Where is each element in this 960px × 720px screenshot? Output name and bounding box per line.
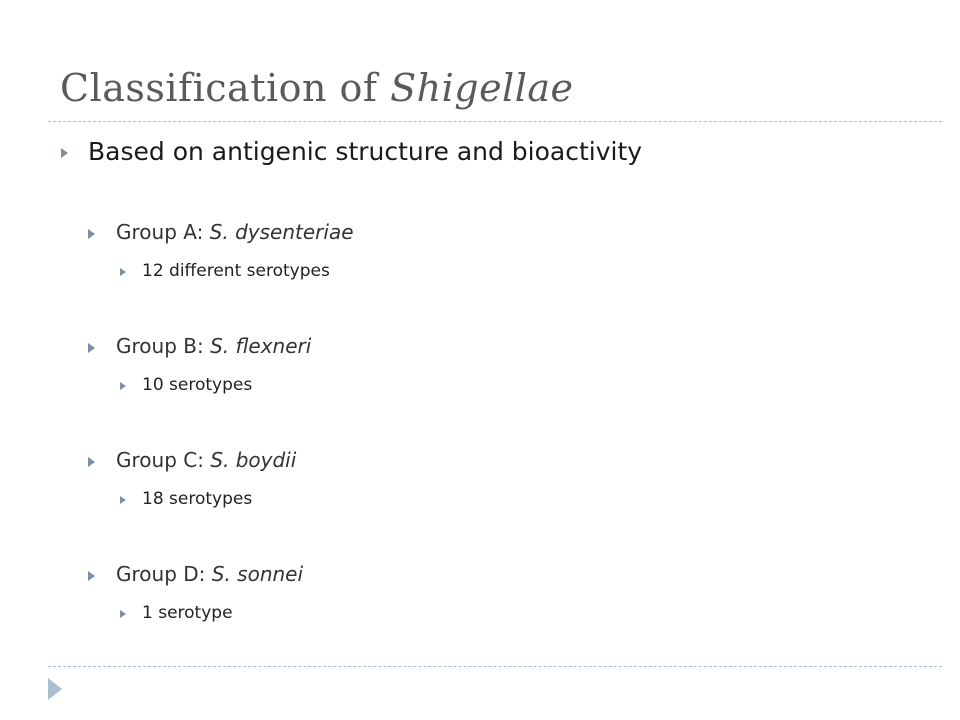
title-divider xyxy=(48,121,942,122)
bullet-triangle-icon xyxy=(88,457,95,467)
bullet-triangle-icon xyxy=(120,382,126,390)
bullet-triangle-icon xyxy=(61,148,68,158)
title-italic: Shigellae xyxy=(390,66,574,110)
group-c-label: Group C: xyxy=(116,448,211,472)
group-b-detail: 10 serotypes xyxy=(142,375,253,395)
bullet-triangle-icon xyxy=(88,343,95,353)
slide-title xyxy=(60,66,574,110)
group-a-label: Group A: xyxy=(116,220,210,244)
bullet-triangle-icon xyxy=(120,496,126,504)
footer-divider xyxy=(48,666,942,667)
group-b-label: Group B: xyxy=(116,334,211,358)
group-a-species: S. dysenteriae xyxy=(209,220,354,244)
bullet-triangle-icon xyxy=(88,571,95,581)
bullet-triangle-icon xyxy=(120,610,126,618)
bullet-triangle-icon xyxy=(88,229,95,239)
group-a-detail: 12 different serotypes xyxy=(142,261,330,281)
group-d-item xyxy=(116,562,303,586)
group-b-species: S. flexneri xyxy=(210,334,312,358)
group-d-species: S. sonnei xyxy=(211,562,304,586)
group-c-item xyxy=(116,448,296,472)
bullet-triangle-icon xyxy=(120,268,126,276)
title-prefix: Classification of xyxy=(60,66,391,110)
main-point: Based on antigenic structure and bioactivity xyxy=(88,137,643,166)
group-a-item xyxy=(116,220,354,244)
group-d-label: Group D: xyxy=(116,562,212,586)
group-b-item xyxy=(116,334,311,358)
group-d-detail: 1 serotype xyxy=(142,603,233,623)
corner-triangle-icon xyxy=(48,678,62,700)
group-c-detail: 18 serotypes xyxy=(142,489,253,509)
group-c-species: S. boydii xyxy=(210,448,297,472)
